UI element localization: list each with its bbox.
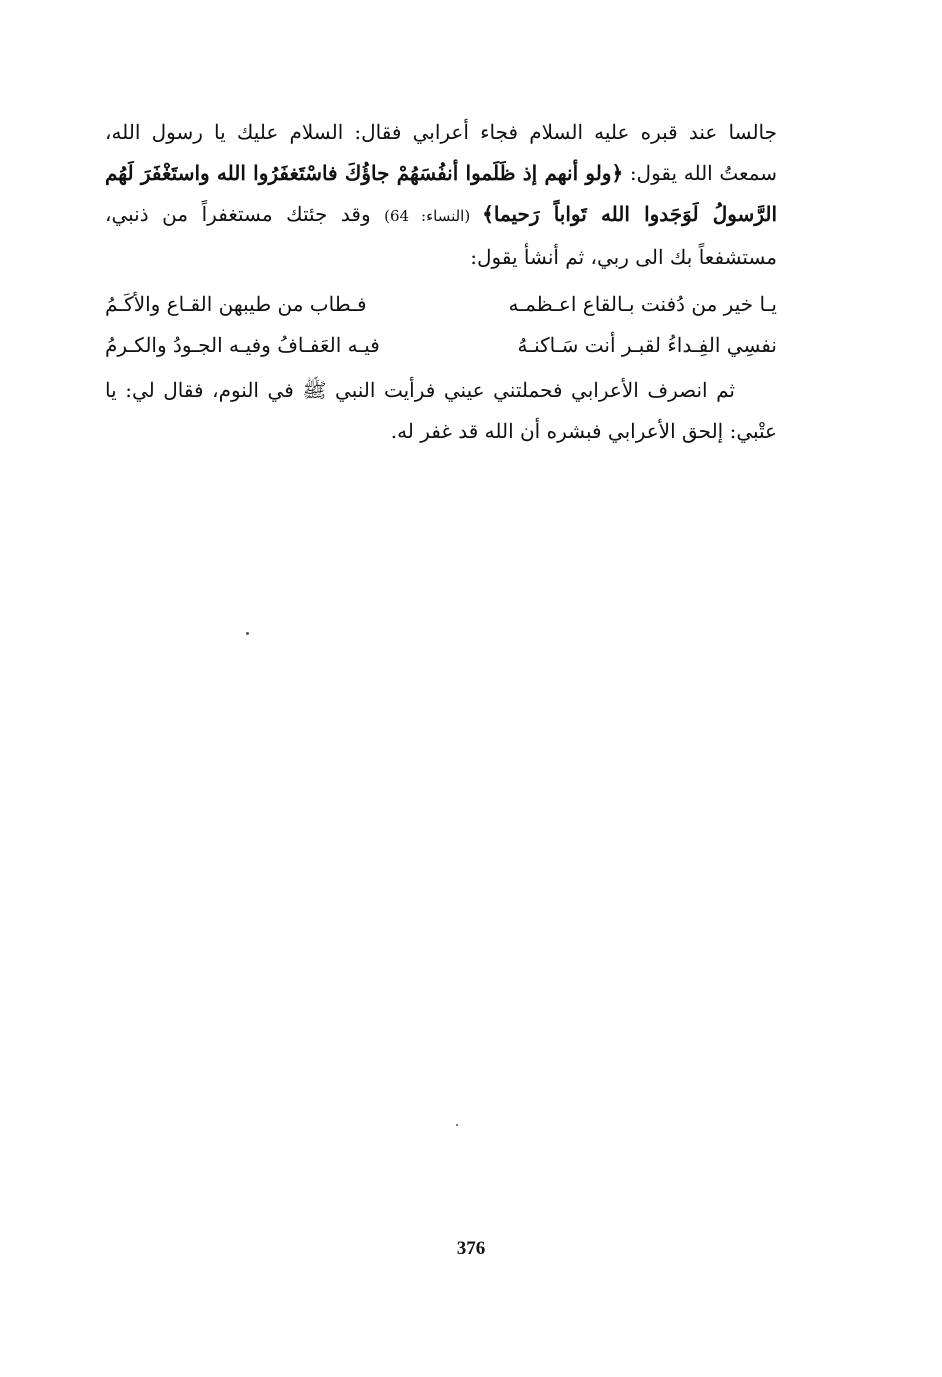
poem-line-2 <box>105 325 777 366</box>
poem-line-1 <box>105 284 777 325</box>
poem-line-2-first-hemistich: نفسِي الفِـداءُ لقبـر أنت سَـاكنـهُ <box>517 333 777 357</box>
narration-continuation: وقد جئتك مستغفراً من ذنبي، مستشفعاً بك الى ربي، ثم أنشأ يقول: <box>105 202 777 269</box>
paragraph-dream: ثم انصرف الأعرابي فحملتني عيني فرأيت النبي ﷺ في النوم، فقال لي: يا عتْبي: إلحق الأعرابي فبشره أن الله قد غفر له. <box>105 378 777 443</box>
poem-line-1-second-hemistich: فـطاب من طيبهن القـاع والأكَـمُ <box>105 292 367 316</box>
poem <box>105 284 777 366</box>
poem-line-1-first-hemistich: يـا خير من دُفنت بـالقاع اعـظمـه <box>508 292 777 316</box>
verse-reference: (النساء: 64) <box>384 207 483 225</box>
narration-intro: جالسا عند قبره عليه السلام فجاء أعرابي فقال: السلام عليك يا رسول الله، سمعتُ الله يقول: <box>105 120 777 185</box>
paragraph-narration <box>105 112 777 278</box>
scan-speck <box>246 632 249 635</box>
scan-speck <box>456 1124 458 1126</box>
main-text <box>105 112 777 452</box>
quran-verse: ﴿ولو أنهم إذ ظَلَموا أنفُسَهُمْ جاؤُكَ فاسْتَغفَرُوا الله واستَغْفَرَ لَهُم الرَّسولُ لَوَجَدوا الله تَواباً رَحيما﴾ <box>105 161 778 226</box>
poem-line-2-second-hemistich: فيـه العَفـافُ وفيـه الجـودُ والكـرمُ <box>105 333 380 357</box>
page-number: 376 <box>456 1238 486 1259</box>
